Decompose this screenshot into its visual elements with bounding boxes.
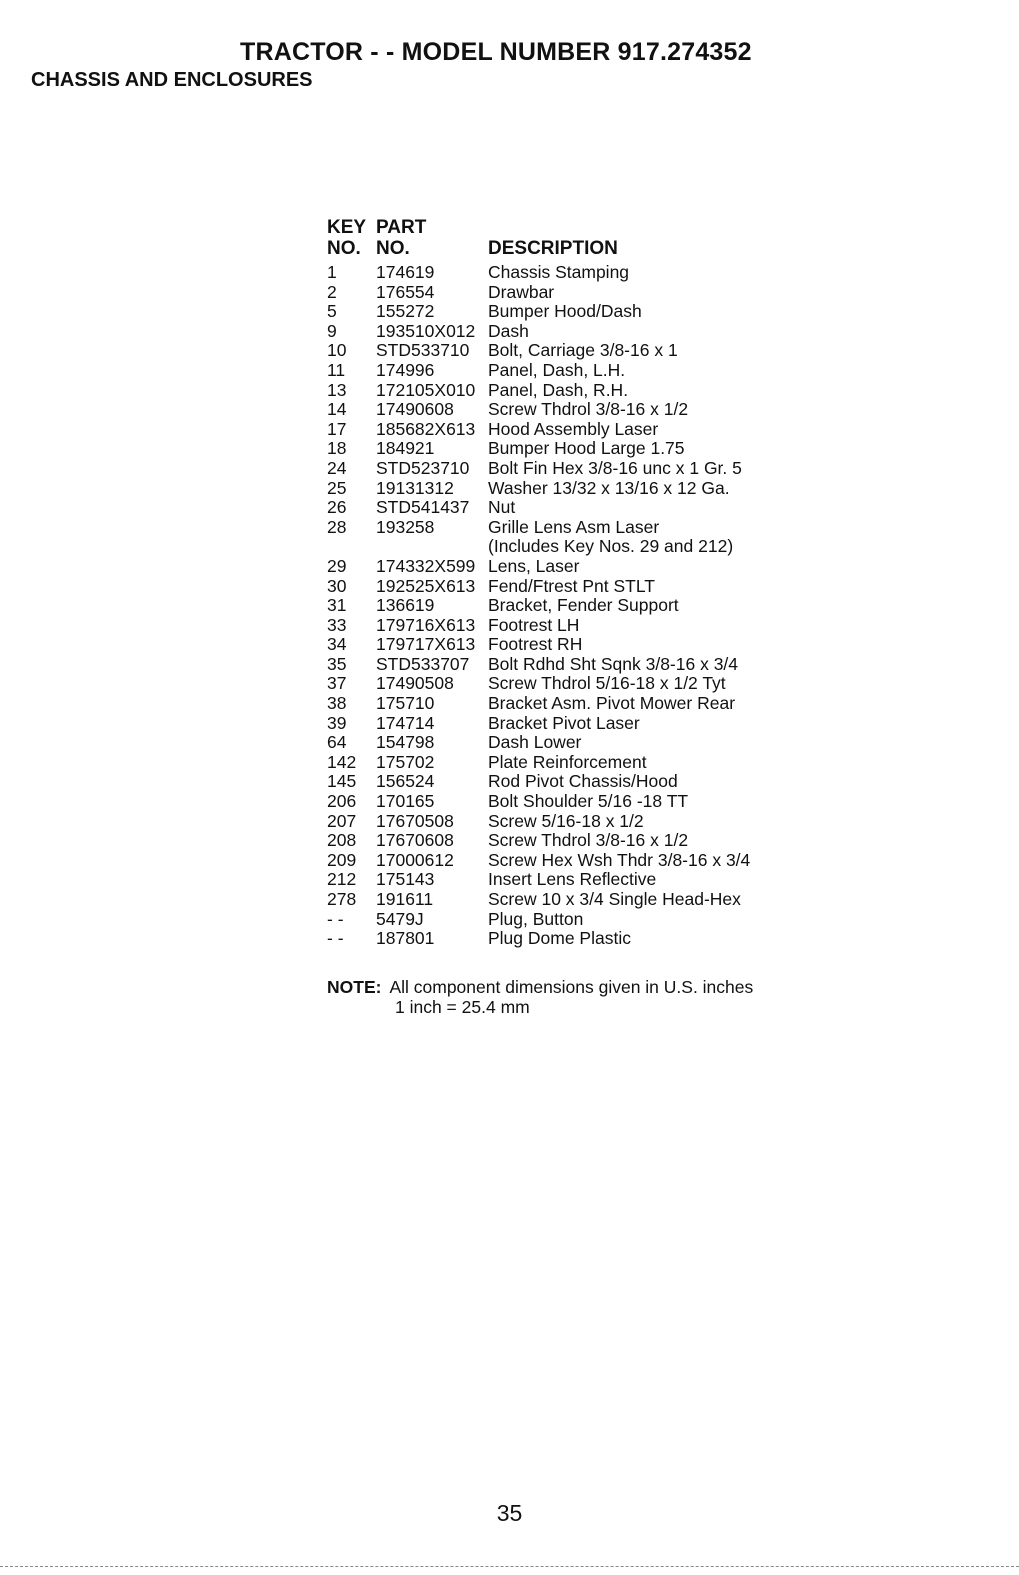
table-row: [327, 674, 750, 694]
table-row: [327, 929, 750, 949]
key-no: 5: [327, 301, 337, 322]
part-no: 136619: [376, 595, 435, 616]
table-row: [327, 283, 750, 303]
part-no: 17490508: [376, 673, 454, 694]
description-header: DESCRIPTION: [488, 238, 618, 259]
key-no: 9: [327, 320, 337, 341]
key-no: 38: [327, 693, 347, 714]
key-no: 25: [327, 477, 347, 498]
key-no: 18: [327, 438, 347, 459]
key-no: 10: [327, 340, 347, 361]
part-no: 174714: [376, 712, 435, 733]
note-label: NOTE:: [327, 977, 382, 997]
table-row: [327, 439, 750, 459]
description: Grille Lens Asm Laser: [488, 516, 660, 537]
table-row: [327, 518, 750, 538]
description: Hood Assembly Laser: [488, 418, 659, 439]
key-no: 26: [327, 497, 347, 518]
part-no: 185682X613: [376, 418, 476, 439]
part-header: PART: [376, 217, 427, 238]
key-no: 11: [327, 359, 346, 380]
table-row: [327, 616, 750, 636]
table-row: [327, 479, 750, 499]
part-no: 174619: [376, 262, 435, 282]
part-no: 175143: [376, 869, 435, 890]
description: Bumper Hood Large 1.75: [488, 438, 685, 459]
key-no: 28: [327, 516, 347, 537]
part-no: [376, 537, 488, 557]
part-no: 156524: [376, 771, 435, 792]
table-row: [327, 851, 750, 871]
key-no: 33: [327, 614, 347, 635]
part-no: 17000612: [376, 849, 454, 870]
key-no: 1: [327, 262, 337, 282]
key-header: KEY: [327, 217, 367, 238]
key-no: 2: [327, 281, 337, 302]
description: Rod Pivot Chassis/Hood: [488, 771, 678, 792]
description: Bracket Asm. Pivot Mower Rear: [488, 693, 736, 714]
description: Plate Reinforcement: [488, 751, 647, 772]
part-no: 17490608: [376, 399, 454, 420]
table-header-row-2: [327, 238, 750, 259]
description: Lens, Laser: [488, 555, 580, 576]
table-row: [327, 537, 750, 557]
key-no: 29: [327, 555, 347, 576]
table-row: [327, 302, 750, 322]
description: Bracket Pivot Laser: [488, 712, 640, 733]
description: Bumper Hood/Dash: [488, 301, 642, 322]
key-no: 208: [327, 830, 357, 851]
table-row: [327, 322, 750, 342]
part-no: 175702: [376, 751, 435, 772]
description: Bracket, Fender Support: [488, 595, 679, 616]
part-no: STD541437: [376, 497, 470, 518]
part-no: STD533710: [376, 340, 470, 361]
table-row: [327, 655, 750, 675]
description: Washer 13/32 x 13/16 x 12 Ga.: [488, 477, 730, 498]
table-row: [327, 772, 750, 792]
part-no: 192525X613: [376, 575, 476, 596]
table-row: [327, 341, 750, 361]
parts-rows: [327, 263, 750, 949]
table-row: [327, 792, 750, 812]
part-no: 193510X012: [376, 320, 476, 341]
part-no: 172105X010: [376, 379, 476, 400]
key-no: 31: [327, 595, 347, 616]
table-row: [327, 714, 750, 734]
part-no: 179717X613: [376, 634, 476, 655]
note-conversion: 1 inch = 25.4 mm: [395, 997, 530, 1017]
key-no: 34: [327, 634, 347, 655]
table-row: [327, 831, 750, 851]
part-no: 175710: [376, 693, 435, 714]
part-no: 193258: [376, 516, 435, 537]
table-row: [327, 498, 750, 518]
key-no: - -: [327, 908, 344, 929]
table-row: [327, 694, 750, 714]
table-row: [327, 459, 750, 479]
description: Nut: [488, 497, 516, 518]
description: Insert Lens Reflective: [488, 869, 657, 890]
key-no: [327, 537, 376, 557]
note-text: All component dimensions given in U.S. inches: [389, 977, 754, 997]
page-edge-divider: [0, 1566, 1019, 1567]
part-no: 191611: [376, 889, 434, 909]
page-number: 35: [496, 1500, 523, 1526]
key-no: 35: [327, 653, 347, 674]
key-no: 206: [327, 791, 357, 812]
description: Chassis Stamping: [488, 262, 630, 282]
key-no: 30: [327, 575, 347, 596]
description: Bolt, Carriage 3/8-16 x 1: [488, 340, 678, 361]
description: Plug, Button: [488, 908, 584, 929]
part-no: 17670508: [376, 810, 454, 831]
key-no: 207: [327, 810, 357, 831]
key-no: 17: [327, 418, 347, 439]
description: Plug Dome Plastic: [488, 928, 631, 949]
key-no: 142: [327, 751, 357, 772]
key-no: 212: [327, 869, 357, 890]
part-no-header: NO.: [376, 238, 410, 259]
key-no: 278: [327, 889, 357, 909]
key-no: 24: [327, 457, 347, 478]
description: Screw 5/16-18 x 1/2: [488, 810, 644, 831]
page-title: TRACTOR - - MODEL NUMBER 917.274352: [240, 38, 752, 66]
key-no: - -: [327, 928, 344, 949]
description: Screw Thdrol 5/16-18 x 1/2 Tyt: [488, 673, 726, 694]
table-row: [327, 557, 750, 577]
table-row: [327, 381, 750, 401]
table-row: [327, 420, 750, 440]
table-row: [327, 870, 750, 890]
key-no: 14: [327, 399, 347, 420]
description: Bolt Rdhd Sht Sqnk 3/8-16 x 3/4: [488, 653, 739, 674]
table-row: [327, 361, 750, 381]
key-no: 145: [327, 771, 357, 792]
description: (Includes Key Nos. 29 and 212): [488, 536, 734, 557]
part-no: 154798: [376, 732, 435, 753]
part-no: STD523710: [376, 457, 470, 478]
part-no: 17670608: [376, 830, 454, 851]
description: Bolt Shoulder 5/16 -18 TT: [488, 791, 689, 812]
table-row: [327, 753, 750, 773]
description: Bolt Fin Hex 3/8-16 unc x 1 Gr. 5: [488, 457, 742, 478]
part-no: 187801: [376, 928, 435, 949]
part-no: 19131312: [376, 477, 454, 498]
table-header-row-1: [327, 217, 750, 238]
description: Screw Hex Wsh Thdr 3/8-16 x 3/4: [488, 849, 751, 870]
part-no: 170165: [376, 791, 435, 812]
note: [327, 977, 753, 1017]
key-no: 37: [327, 673, 347, 694]
description: Panel, Dash, R.H.: [488, 379, 629, 400]
part-no: 174996: [376, 359, 435, 380]
description: Footrest LH: [488, 614, 580, 635]
description: Fend/Ftrest Pnt STLT: [488, 575, 655, 596]
part-no: 184921: [376, 438, 435, 459]
table-row: [327, 635, 750, 655]
part-no: 174332X599: [376, 555, 476, 576]
part-no: 179716X613: [376, 614, 476, 635]
key-no: 64: [327, 732, 347, 753]
key-no: 209: [327, 849, 357, 870]
key-no-header: NO.: [327, 238, 361, 259]
part-no: 5479J: [376, 908, 424, 929]
table-row: [327, 577, 750, 597]
section-title: CHASSIS AND ENCLOSURES: [31, 69, 313, 91]
part-no: 155272: [376, 301, 435, 322]
key-no: 39: [327, 712, 347, 733]
table-row: [327, 263, 750, 283]
table-row: [327, 400, 750, 420]
description: Screw Thdrol 3/8-16 x 1/2: [488, 830, 689, 851]
table-row: [327, 596, 750, 616]
description: Panel, Dash, L.H.: [488, 359, 626, 380]
parts-list: [327, 217, 750, 949]
description: Footrest RH: [488, 634, 583, 655]
part-no: STD533707: [376, 653, 470, 674]
description: Dash: [488, 320, 529, 341]
description: Screw Thdrol 3/8-16 x 1/2: [488, 399, 689, 420]
description: Screw 10 x 3/4 Single Head-Hex: [488, 889, 741, 909]
table-row: [327, 812, 750, 832]
table-row: [327, 733, 750, 753]
description: Dash Lower: [488, 732, 582, 753]
table-row: [327, 910, 750, 930]
key-no: 13: [327, 379, 347, 400]
part-no: 176554: [376, 281, 435, 302]
description: Drawbar: [488, 281, 555, 302]
table-row: [327, 890, 750, 910]
